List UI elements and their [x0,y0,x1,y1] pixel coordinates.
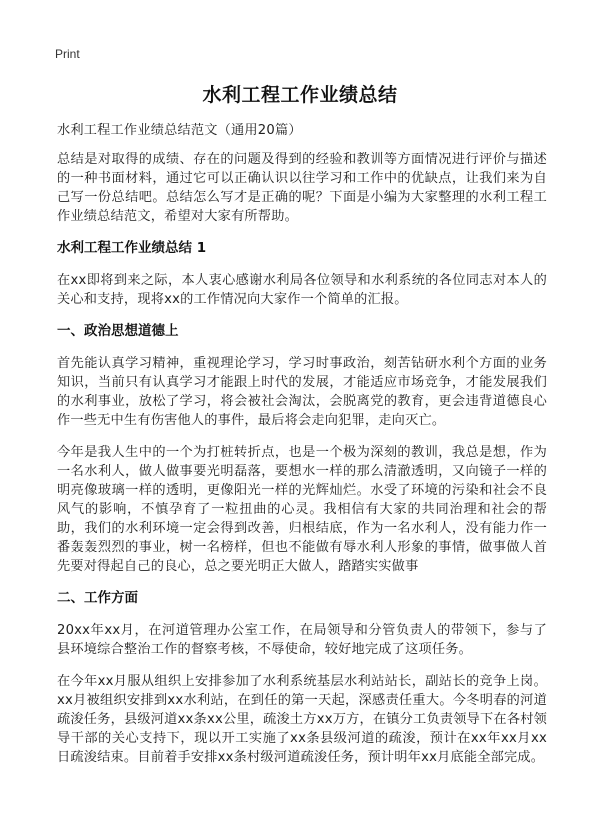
paragraph: 在今年xx月服从组织上安排参加了水利系统基层水利站站长，副站长的竞争上岗。xx月被组织安排到xx水利站，在到任的第一天起，深感责任重大。今冬明春的河道疏浚任务，县级河道xx条xx公里，疏浚土方xx万方，在镇分工负责领导下在各村领导干部的关心支持下，现以开工实施了xx条县级河道的疏浚，预计在xx年xx月xx日疏浚结束。目前着手安排xx条村级河道疏浚任务，预计明年xx月底能全部完成。 [57,674,547,765]
intro-paragraph: 总结是对取得的成绩、存在的问题及得到的经验和教训等方面情况进行评价与描述的一种书面材料，通过它可以正确认识以往学习和工作中的优缺点，让我们来为自己写一份总结吧。总结怎么写才是正确的呢？下面是小编为大家整理的水利工程工作业绩总结范文，希望对大家有所帮助。 [57,152,547,224]
paragraph: 首先能认真学习精神，重视理论学习，学习时事政治，刻苦钻研水利个方面的业务知识，当前只有认真学习才能跟上时代的发展，才能适应市场竞争，才能发展我们的水利事业，放松了学习，将会被社会淘汰，会脱离党的教育，更会违背道德良心作一些无中生有伤害他人的事件，最后将会走向犯罪，走向灭亡。 [57,356,547,428]
page-title: 水利工程工作业绩总结 [202,84,398,106]
subsection-heading-politics: 一、政治思想道德上 [57,323,179,339]
paragraph: 在xx即将到来之际，本人衷心感谢水利局各位领导和水利系统的各位同志对本人的关心和支持，现将xx的工作情况向大家作一个简单的汇报。 [57,273,547,307]
paragraph: 20xx年xx月，在河道管理办公室工作，在局领导和分管负责人的带领下，参与了县环境综合整治工作的督察考核，不辱使命，较好地完成了这项任务。 [57,623,547,657]
document-subtitle: 水利工程工作业绩总结范文（通用20篇） [57,123,302,138]
paragraph: 今年是我人生中的一个为打桩转折点，也是一个极为深刻的教训，我总是想，作为一名水利人，做人做事要光明磊落，要想水一样的那么清澈透明，又向镜子一样的明亮像玻璃一样的透明，更像阳光一样的光辉灿烂。水受了环境的污染和社会不良风气的影响，不慎孕育了一粒扭曲的心灵。我相信有大家的共同治理和社会的帮助，我们的水利环境一定会得到改善，归根结底，作为一名水利人，没有能力作一番轰轰烈烈的事业，树一名榜样，但也不能做有辱水利人形象的事情，做事做人首先要对得起自己的良心，总之要光明正大做人，踏踏实实做事 [57,445,547,574]
document-body [57,121,547,767]
print-link[interactable]: Print [55,47,80,61]
section-heading: 水利工程工作业绩总结 1 [57,240,207,256]
subsection-heading-work: 二、工作方面 [57,590,138,606]
